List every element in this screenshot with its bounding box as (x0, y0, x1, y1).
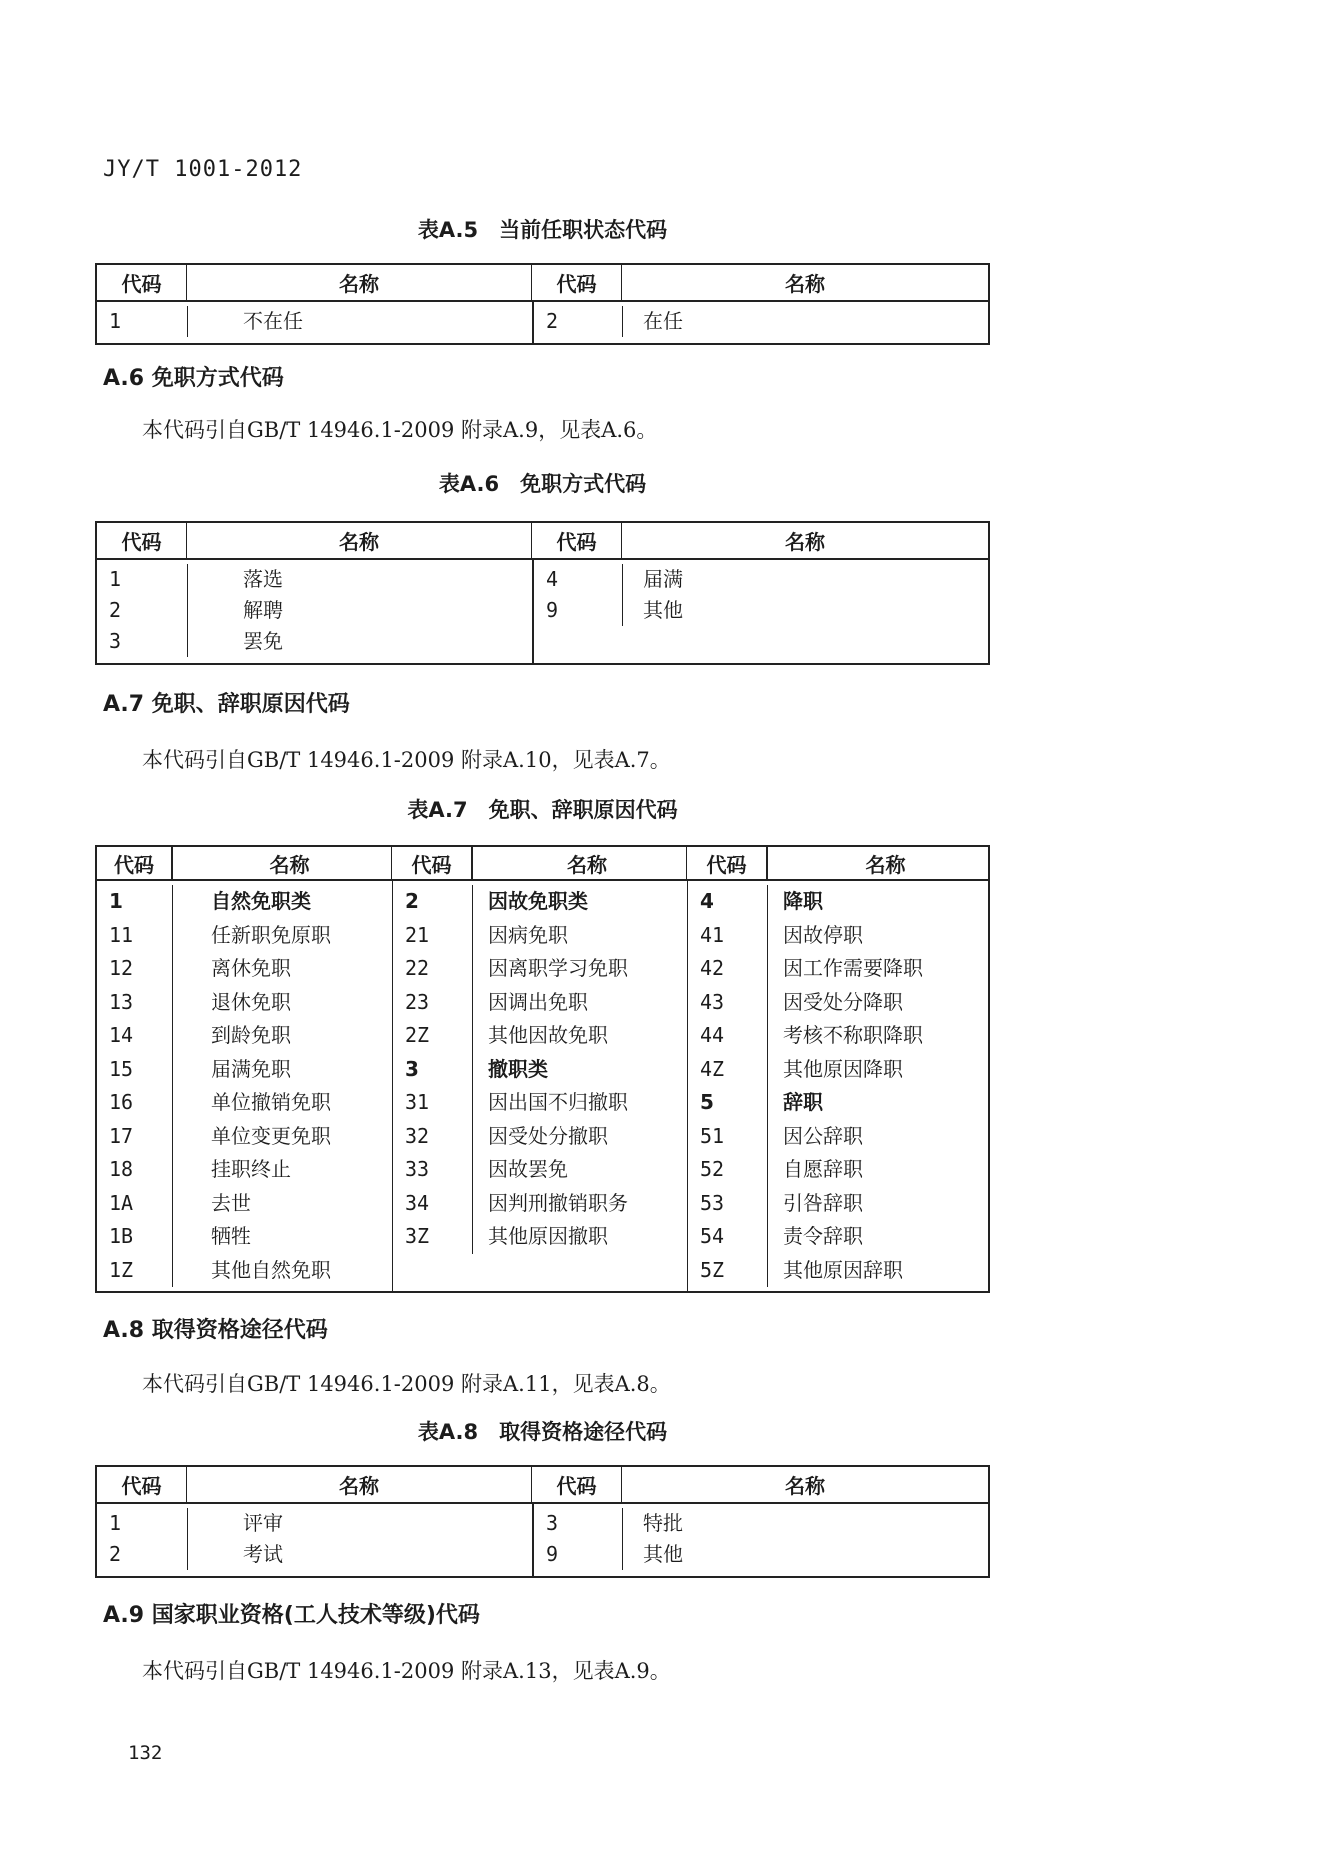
table-row (97, 1019, 392, 1053)
section-a6-heading: A.6 免职方式代码 (103, 366, 284, 391)
name-cell: 其他原因降职 (767, 1053, 989, 1087)
table-row (688, 1019, 989, 1053)
code-cell: 4Z (700, 1056, 725, 1081)
code-cell: 16 (109, 1090, 134, 1114)
table-a5-body (97, 302, 988, 343)
name-cell: 牺牲 (172, 1220, 392, 1254)
name-cell: 降职 (767, 885, 989, 919)
table-row (97, 1187, 392, 1221)
table-row (534, 595, 990, 626)
table-row (393, 1153, 687, 1187)
column-header-code: 代码 (531, 523, 622, 558)
section-a7-heading: A.7 免职、辞职原因代码 (103, 692, 350, 717)
code-cell: 33 (405, 1157, 430, 1181)
table-row (97, 1220, 392, 1254)
code-cell: 1A (109, 1190, 134, 1215)
table-row (97, 306, 532, 337)
code-cell: 2 (109, 1542, 122, 1566)
table-row (688, 1187, 989, 1221)
table-row (688, 1086, 989, 1120)
section-a8-heading: A.8 取得资格途径代码 (103, 1318, 328, 1343)
code-cell: 1 (109, 1511, 122, 1535)
table-row (97, 626, 532, 657)
code-cell: 9 (546, 598, 559, 622)
table-row (534, 564, 990, 595)
table-row (688, 1120, 989, 1154)
name-cell: 因公辞职 (767, 1120, 989, 1154)
table-a7-caption: 表A.7 免职、辞职原因代码 (407, 798, 678, 822)
column-header-code: 代码 (97, 847, 172, 879)
name-cell: 其他原因撤职 (472, 1220, 687, 1254)
code-cell: 3Z (405, 1224, 430, 1248)
table-a7 (95, 845, 990, 1293)
section-a8-paragraph: 本代码引自GB/T 14946.1-2009 附录A.11，见表A.8。 (142, 1372, 671, 1396)
column-header-code: 代码 (97, 1467, 187, 1502)
code-cell: 52 (700, 1157, 725, 1181)
column-header-name: 名称 (785, 1474, 825, 1498)
name-cell: 引咎辞职 (767, 1187, 989, 1221)
name-cell: 因调出免职 (472, 986, 687, 1020)
name-cell: 任新职免原职 (172, 919, 392, 953)
code-cell: 17 (109, 1123, 134, 1148)
table-a7-column-2 (392, 881, 687, 1291)
table-a7-column-3 (687, 881, 989, 1291)
table-row (688, 952, 989, 986)
column-header-code: 代码 (391, 847, 472, 879)
code-cell: 32 (405, 1123, 430, 1148)
table-a6-caption: 表A.6 免职方式代码 (438, 472, 647, 496)
table-row (97, 1086, 392, 1120)
table-row (97, 595, 532, 626)
column-header-name: 名称 (172, 847, 392, 879)
name-cell: 其他 (622, 595, 990, 626)
code-cell: 2 (405, 889, 419, 913)
name-cell: 落选 (187, 564, 532, 595)
name-cell: 特批 (622, 1508, 990, 1539)
section-a7-paragraph: 本代码引自GB/T 14946.1-2009 附录A.10，见表A.7。 (142, 748, 671, 772)
name-cell: 不在任 (187, 306, 532, 337)
column-header-code: 代码 (686, 847, 767, 879)
code-cell: 53 (700, 1190, 725, 1215)
code-cell: 22 (405, 956, 430, 980)
code-cell: 2 (546, 309, 559, 333)
code-cell: 42 (700, 956, 725, 980)
doc-number: JY/T 1001-2012 (103, 157, 303, 182)
table-a6-body (97, 560, 988, 663)
table-a6 (95, 521, 990, 665)
name-cell: 去世 (172, 1187, 392, 1221)
code-cell: 1 (109, 567, 122, 591)
table-row (97, 1053, 392, 1087)
table-row (393, 952, 687, 986)
code-cell: 34 (405, 1190, 430, 1215)
name-cell: 其他自然免职 (172, 1254, 392, 1288)
table-row (97, 986, 392, 1020)
table-row (688, 1053, 989, 1087)
table-row (97, 885, 392, 919)
table-a8-right-column (532, 1504, 990, 1576)
code-cell: 5Z (700, 1257, 725, 1282)
name-cell: 辞职 (767, 1086, 989, 1120)
name-cell: 因故罢免 (472, 1153, 687, 1187)
code-cell: 31 (405, 1090, 430, 1114)
table-a5 (95, 263, 990, 345)
table-a6-header-row (97, 523, 988, 560)
code-cell: 13 (109, 989, 134, 1014)
table-row (393, 1019, 687, 1053)
section-a6-paragraph: 本代码引自GB/T 14946.1-2009 附录A.9，见表A.6。 (142, 418, 658, 442)
code-cell: 3 (546, 1511, 559, 1535)
table-a7-column-1 (97, 881, 392, 1291)
code-cell: 43 (700, 989, 725, 1014)
table-row (393, 885, 687, 919)
table-a8-left-column (97, 1504, 532, 1576)
code-cell: 1B (109, 1224, 134, 1248)
column-header-code: 代码 (97, 265, 187, 300)
column-header-name: 名称 (767, 847, 988, 879)
table-row (393, 1220, 687, 1254)
table-row (393, 1120, 687, 1154)
column-header-code: 代码 (531, 265, 622, 300)
name-cell: 因受处分降职 (767, 986, 989, 1020)
code-cell: 4 (546, 567, 559, 591)
name-cell: 自愿辞职 (767, 1153, 989, 1187)
table-a5-right-column (532, 302, 990, 343)
table-row (97, 1120, 392, 1154)
table-a5-header-row (97, 265, 988, 302)
code-cell: 1Z (109, 1257, 134, 1282)
name-cell: 其他原因辞职 (767, 1254, 989, 1288)
name-cell: 挂职终止 (172, 1153, 392, 1187)
column-header-name: 名称 (187, 523, 532, 558)
name-cell: 单位撤销免职 (172, 1086, 392, 1120)
section-a9-heading: A.9 国家职业资格(工人技术等级)代码 (103, 1603, 480, 1628)
name-cell: 在任 (622, 306, 990, 337)
code-cell: 23 (405, 989, 430, 1014)
name-cell: 因判刑撤销职务 (472, 1187, 687, 1221)
column-header-code: 代码 (97, 523, 187, 558)
name-cell: 单位变更免职 (172, 1120, 392, 1154)
column-header-name: 名称 (785, 530, 825, 554)
code-cell: 12 (109, 956, 134, 980)
table-row (97, 564, 532, 595)
table-row (393, 986, 687, 1020)
code-cell: 11 (109, 922, 134, 947)
table-row (688, 1220, 989, 1254)
column-header-name: 名称 (187, 265, 532, 300)
name-cell: 因病免职 (472, 919, 687, 953)
code-cell: 54 (700, 1224, 725, 1248)
table-a7-header-row (97, 847, 988, 881)
name-cell: 解聘 (187, 595, 532, 626)
column-header-code: 代码 (531, 1467, 622, 1502)
name-cell: 因离职学习免职 (472, 952, 687, 986)
code-cell: 15 (109, 1056, 134, 1081)
column-header-name: 名称 (785, 272, 825, 296)
table-row (534, 1539, 990, 1570)
table-row (534, 1508, 990, 1539)
table-row (688, 885, 989, 919)
name-cell: 届满免职 (172, 1053, 392, 1087)
column-header-name: 名称 (187, 1467, 532, 1502)
code-cell: 2 (109, 598, 122, 622)
table-a6-right-column (532, 560, 990, 663)
code-cell: 14 (109, 1023, 134, 1047)
name-cell: 因故停职 (767, 919, 989, 953)
name-cell: 其他 (622, 1539, 990, 1570)
name-cell: 到龄免职 (172, 1019, 392, 1053)
table-row (97, 1153, 392, 1187)
table-row (688, 1153, 989, 1187)
table-row (97, 1508, 532, 1539)
code-cell: 9 (546, 1542, 559, 1566)
name-cell: 因工作需要降职 (767, 952, 989, 986)
table-row (393, 1187, 687, 1221)
name-cell: 评审 (187, 1508, 532, 1539)
name-cell: 撤职类 (472, 1053, 687, 1087)
name-cell: 离休免职 (172, 952, 392, 986)
code-cell: 51 (700, 1123, 725, 1148)
name-cell: 届满 (622, 564, 990, 595)
table-a8-body (97, 1504, 988, 1576)
name-cell: 考核不称职降职 (767, 1019, 989, 1053)
table-row (534, 306, 990, 337)
code-cell: 2Z (405, 1023, 430, 1047)
table-a7-body (97, 881, 988, 1291)
name-cell: 退休免职 (172, 986, 392, 1020)
name-cell: 自然免职类 (172, 885, 392, 919)
code-cell: 5 (700, 1090, 714, 1114)
name-cell: 因受处分撤职 (472, 1120, 687, 1154)
name-cell: 考试 (187, 1539, 532, 1570)
code-cell: 44 (700, 1023, 725, 1047)
name-cell: 罢免 (187, 626, 532, 657)
code-cell: 18 (109, 1157, 134, 1181)
table-row (688, 919, 989, 953)
table-a8-caption: 表A.8 取得资格途径代码 (417, 1420, 668, 1444)
table-a8-header-row (97, 1467, 988, 1504)
table-row (393, 1086, 687, 1120)
table-a8 (95, 1465, 990, 1578)
code-cell: 3 (109, 629, 122, 653)
code-cell: 21 (405, 922, 430, 947)
table-row (393, 1053, 687, 1087)
table-row (393, 919, 687, 953)
table-row (97, 919, 392, 953)
section-a9-paragraph: 本代码引自GB/T 14946.1-2009 附录A.13，见表A.9。 (142, 1659, 671, 1683)
column-header-name: 名称 (472, 847, 687, 879)
table-row (688, 1254, 989, 1288)
name-cell: 因故免职类 (472, 885, 687, 919)
code-cell: 41 (700, 922, 725, 947)
table-a5-caption: 表A.5 当前任职状态代码 (417, 218, 668, 242)
table-row (97, 952, 392, 986)
table-a5-left-column (97, 302, 532, 343)
code-cell: 1 (109, 889, 123, 913)
table-row (97, 1539, 532, 1570)
table-row (97, 1254, 392, 1288)
page-number: 132 (128, 1742, 163, 1764)
table-a6-left-column (97, 560, 532, 663)
page-content (95, 0, 990, 1764)
name-cell: 因出国不归撤职 (472, 1086, 687, 1120)
code-cell: 1 (109, 309, 122, 333)
code-cell: 4 (700, 889, 714, 913)
table-row (688, 986, 989, 1020)
name-cell: 其他因故免职 (472, 1019, 687, 1053)
code-cell: 3 (405, 1056, 419, 1081)
name-cell: 责令辞职 (767, 1220, 989, 1254)
